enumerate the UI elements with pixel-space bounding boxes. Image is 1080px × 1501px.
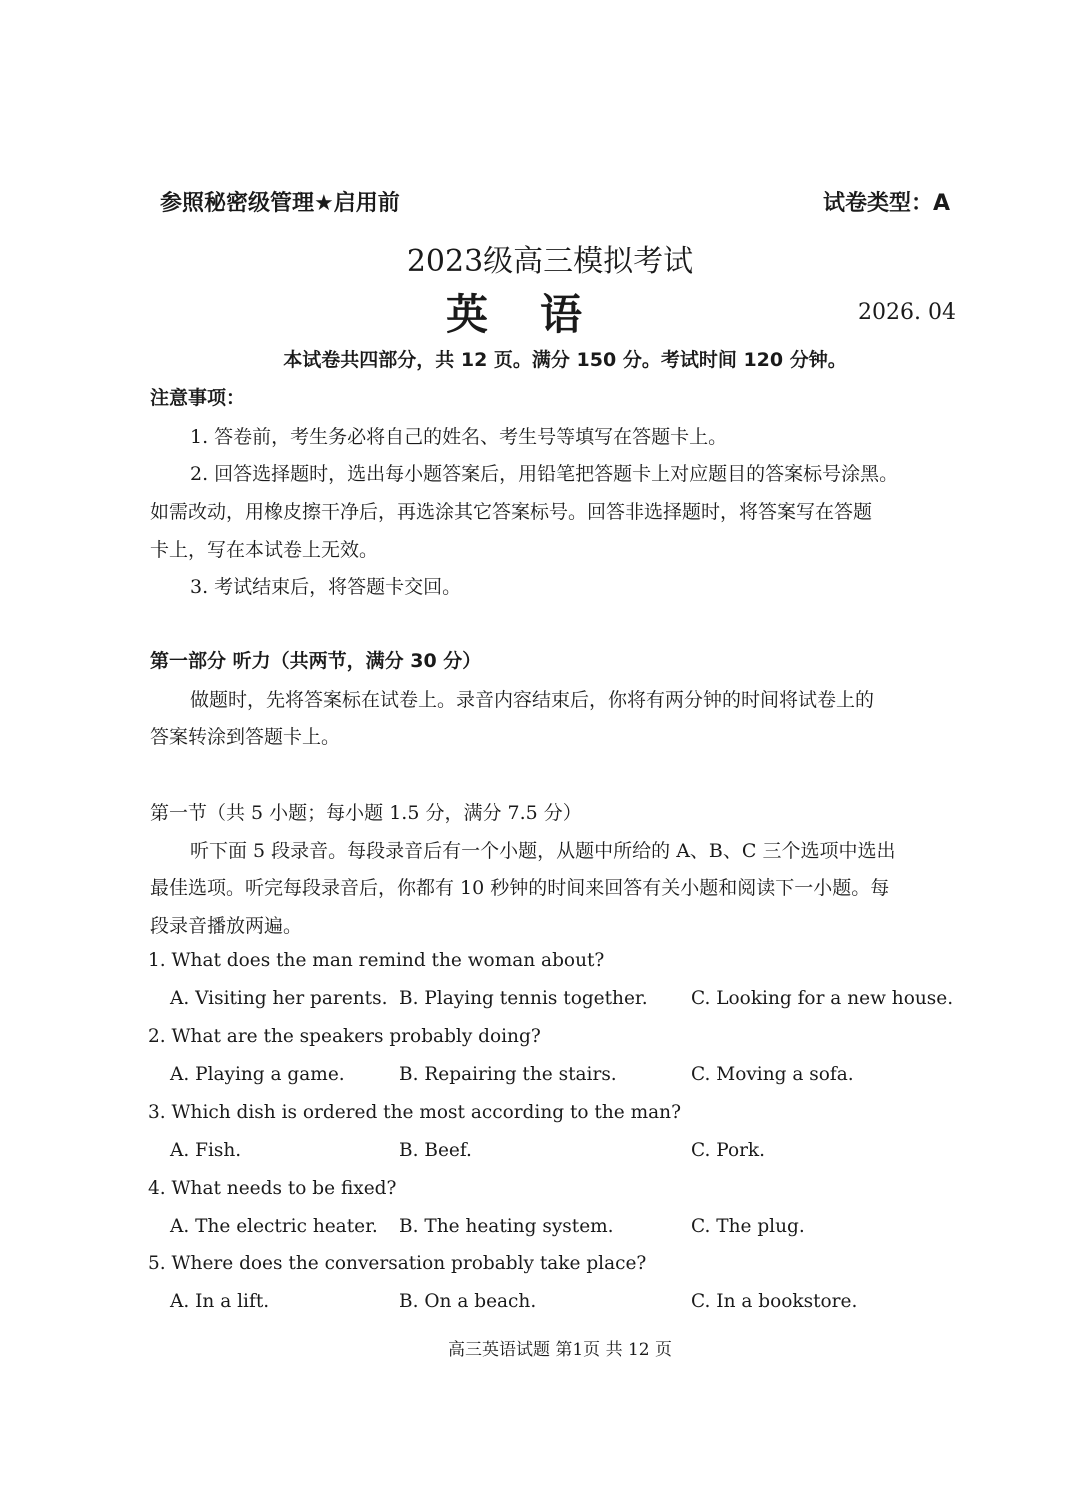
question-5-option-c: C. In a bookstore. [691, 1291, 858, 1312]
question-5-option-a: A. In a lift. [170, 1291, 270, 1312]
notice-item-2-line-2: 如需改动，用橡皮擦干净后，再选涂其它答案标号。回答非选择题时，将答案写在答题 [150, 501, 873, 523]
section1-heading: 第一节（共 5 小题；每小题 1.5 分，满分 7.5 分） [150, 802, 582, 824]
question-3-option-c: C. Pork. [691, 1140, 766, 1161]
exam-info: 本试卷共四部分，共 12 页。满分 150 分。考试时间 120 分钟。 [283, 349, 847, 371]
notice-item-2-line-3: 卡上，写在本试卷上无效。 [150, 539, 379, 561]
notice-item-2-line-1: 2. 回答选择题时，选出每小题答案后，用铅笔把答题卡上对应题目的答案标号涂黑。 [190, 463, 899, 485]
question-5-option-b: B. On a beach. [399, 1291, 537, 1312]
question-4: 4. What needs to be fixed? [148, 1178, 397, 1199]
confidentiality-label: 参照秘密级管理★启用前 [160, 191, 400, 216]
subject-title: 英语 [445, 290, 634, 339]
question-5: 5. Where does the conversation probably take place? [148, 1253, 647, 1274]
part1-instruction-line-1: 做题时，先将答案标在试卷上。录音内容结束后，你将有两分钟的时间将试卷上的 [190, 689, 875, 711]
notice-heading: 注意事项： [150, 387, 246, 409]
question-4-option-c: C. The plug. [691, 1216, 805, 1237]
section1-instruction-line-1: 听下面 5 段录音。每段录音后有一个小题，从题中所给的 A、B、C 三个选项中选出 [190, 840, 896, 862]
question-1-option-b: B. Playing tennis together. [399, 988, 648, 1009]
question-1-option-a: A. Visiting her parents. [170, 988, 388, 1009]
part1-instruction-line-2: 答案转涂到答题卡上。 [150, 726, 341, 748]
exam-date: 2026. 04 [858, 300, 956, 325]
question-4-option-a: A. The electric heater. [170, 1216, 378, 1237]
question-1-option-c: C. Looking for a new house. [691, 988, 954, 1009]
question-2-option-b: B. Repairing the stairs. [399, 1064, 617, 1085]
question-3-option-a: A. Fish. [170, 1140, 242, 1161]
part1-heading: 第一部分 听力（共两节，满分 30 分） [150, 650, 482, 672]
question-2-option-c: C. Moving a sofa. [691, 1064, 854, 1085]
question-3-option-b: B. Beef. [399, 1140, 472, 1161]
notice-item-1: 1. 答卷前，考生务必将自己的姓名、考生号等填写在答题卡上。 [190, 426, 728, 448]
page-footer: 高三英语试题 第1页 共 12 页 [447, 1340, 673, 1360]
section1-instruction-line-2: 最佳选项。听完每段录音后，你都有 10 秒钟的时间来回答有关小题和阅读下一小题。每 [150, 877, 890, 899]
notice-item-3: 3. 考试结束后，将答题卡交回。 [190, 576, 462, 598]
question-1: 1. What does the man remind the woman about? [148, 950, 605, 971]
exam-title: 2023级高三模拟考试 [406, 244, 694, 279]
section1-instruction-line-3: 段录音播放两遍。 [150, 915, 303, 937]
question-3: 3. Which dish is ordered the most according to the man? [148, 1102, 681, 1123]
question-4-option-b: B. The heating system. [399, 1216, 614, 1237]
question-2: 2. What are the speakers probably doing? [148, 1026, 541, 1047]
paper-type-label: 试卷类型：A [822, 191, 950, 216]
question-2-option-a: A. Playing a game. [170, 1064, 345, 1085]
